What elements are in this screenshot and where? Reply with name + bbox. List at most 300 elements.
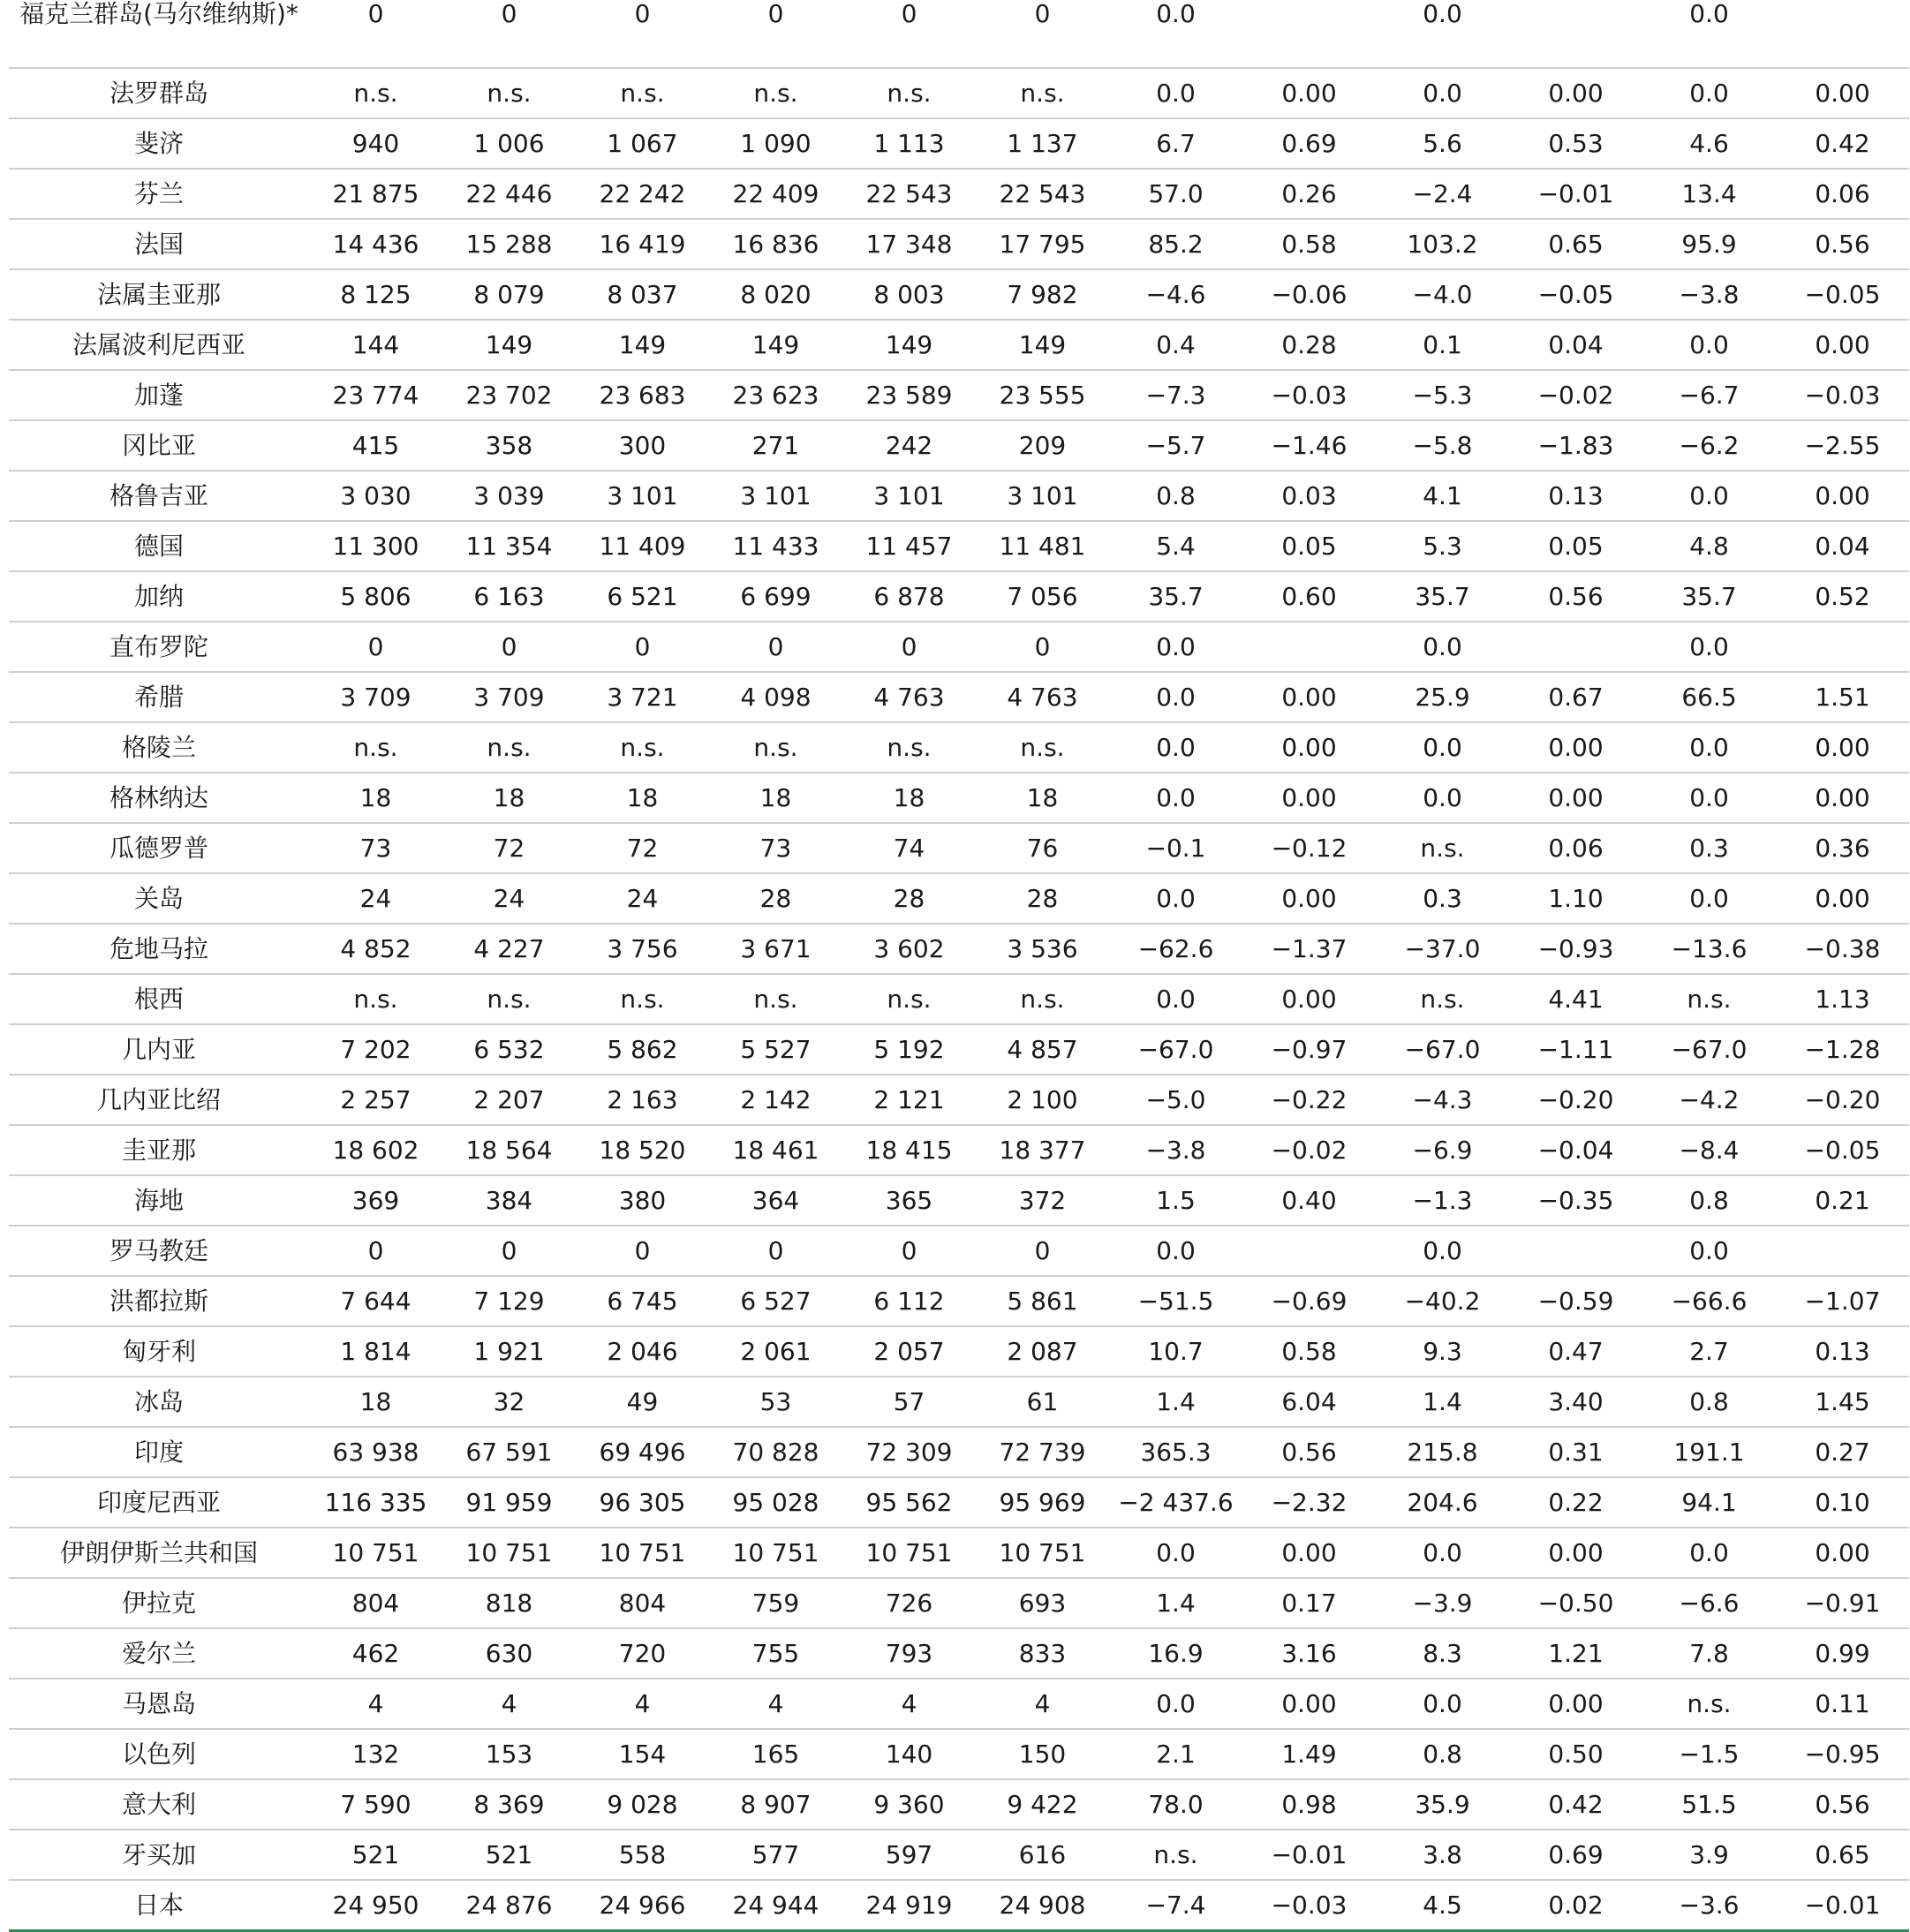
table-row <box>9 672 1909 722</box>
value-cell: n.s. <box>309 68 442 118</box>
value-cell: 0 <box>442 622 576 672</box>
value-cell: 72 <box>442 823 576 873</box>
country-name-cell: 危地马拉 <box>9 924 309 974</box>
value-cell: 72 739 <box>976 1427 1109 1477</box>
value-cell: 28 <box>842 873 976 924</box>
value-cell: 11 354 <box>442 521 576 571</box>
value-cell: −0.03 <box>1776 370 1909 420</box>
value-cell: 63 938 <box>309 1427 442 1477</box>
table-row <box>9 370 1909 420</box>
value-cell: 9 360 <box>842 1779 976 1830</box>
value-cell: 0.0 <box>1376 773 1509 823</box>
value-cell: n.s. <box>576 68 709 118</box>
value-cell: 10 751 <box>442 1528 576 1578</box>
value-cell: 35.7 <box>1642 571 1776 622</box>
value-cell: 103.2 <box>1376 219 1509 269</box>
value-cell: −1.11 <box>1509 1024 1642 1075</box>
value-cell: 18 377 <box>976 1125 1109 1175</box>
value-cell: n.s. <box>1642 974 1776 1024</box>
value-cell: 0 <box>576 622 709 672</box>
value-cell: 3 721 <box>576 672 709 722</box>
value-cell: 9.3 <box>1376 1326 1509 1377</box>
value-cell: 2 121 <box>842 1075 976 1125</box>
value-cell: 1.21 <box>1509 1628 1642 1679</box>
country-name-cell: 直布罗陀 <box>9 622 309 672</box>
value-cell: 521 <box>309 1830 442 1880</box>
table-row <box>9 1880 1909 1931</box>
value-cell: 3 030 <box>309 471 442 521</box>
table-row <box>9 1125 1909 1175</box>
value-cell: 4 227 <box>442 924 576 974</box>
value-cell: 365 <box>842 1175 976 1226</box>
country-name-cell: 瓜德罗普 <box>9 823 309 873</box>
value-cell: 0.0 <box>1109 773 1242 823</box>
table-body <box>9 0 1909 1931</box>
value-cell: 384 <box>442 1175 576 1226</box>
value-cell: 7.8 <box>1642 1628 1776 1679</box>
value-cell: 5 192 <box>842 1024 976 1075</box>
country-name-cell: 法属圭亚那 <box>9 269 309 320</box>
value-cell: 10 751 <box>976 1528 1109 1578</box>
value-cell: 24 <box>442 873 576 924</box>
value-cell: −13.6 <box>1642 924 1776 974</box>
value-cell: 369 <box>309 1175 442 1226</box>
value-cell: −8.4 <box>1642 1125 1776 1175</box>
value-cell: 558 <box>576 1830 709 1880</box>
value-cell: 755 <box>709 1628 842 1679</box>
value-cell: 521 <box>442 1830 576 1880</box>
value-cell: 1.10 <box>1509 873 1642 924</box>
value-cell: 833 <box>976 1628 1109 1679</box>
value-cell: n.s. <box>976 974 1109 1024</box>
value-cell: 0 <box>976 622 1109 672</box>
value-cell: 0 <box>976 1226 1109 1276</box>
value-cell: 4.1 <box>1376 471 1509 521</box>
value-cell: −0.95 <box>1776 1729 1909 1779</box>
value-cell: 0.40 <box>1242 1175 1376 1226</box>
value-cell: 818 <box>442 1578 576 1628</box>
country-name-cell: 匈牙利 <box>9 1326 309 1377</box>
value-cell: 0.42 <box>1776 118 1909 169</box>
table-row <box>9 1377 1909 1427</box>
value-cell: 10 751 <box>842 1528 976 1578</box>
value-cell: 0.1 <box>1376 320 1509 370</box>
value-cell: 18 564 <box>442 1125 576 1175</box>
value-cell: 24 944 <box>709 1880 842 1931</box>
value-cell: 6.7 <box>1109 118 1242 169</box>
value-cell: 3.9 <box>1642 1830 1776 1880</box>
value-cell: 0.3 <box>1376 873 1509 924</box>
value-cell: −37.0 <box>1376 924 1509 974</box>
value-cell: 72 309 <box>842 1427 976 1477</box>
country-name-cell: 伊朗伊斯兰共和国 <box>9 1528 309 1578</box>
value-cell: 0.13 <box>1776 1326 1909 1377</box>
value-cell: 0.8 <box>1376 1729 1509 1779</box>
value-cell: 0 <box>442 0 576 68</box>
value-cell: 49 <box>576 1377 709 1427</box>
value-cell: 0.13 <box>1509 471 1642 521</box>
value-cell: 0.52 <box>1776 571 1909 622</box>
value-cell: 0.0 <box>1109 722 1242 773</box>
value-cell: 3.16 <box>1242 1628 1376 1679</box>
value-cell: 0.02 <box>1509 1880 1642 1931</box>
country-name-cell: 爱尔兰 <box>9 1628 309 1679</box>
value-cell: −0.69 <box>1242 1276 1376 1326</box>
value-cell: 0.00 <box>1242 68 1376 118</box>
value-cell: 7 644 <box>309 1276 442 1326</box>
country-name-cell: 法属波利尼西亚 <box>9 320 309 370</box>
value-cell: 0.0 <box>1376 68 1509 118</box>
value-cell: 630 <box>442 1628 576 1679</box>
value-cell: 597 <box>842 1830 976 1880</box>
country-name-cell: 根西 <box>9 974 309 1024</box>
value-cell: 149 <box>976 320 1109 370</box>
value-cell: 0.0 <box>1109 974 1242 1024</box>
value-cell: 358 <box>442 420 576 471</box>
value-cell: 0.26 <box>1242 169 1376 219</box>
value-cell: −7.3 <box>1109 370 1242 420</box>
value-cell: 940 <box>309 118 442 169</box>
value-cell: 0 <box>709 0 842 68</box>
value-cell: n.s. <box>1376 823 1509 873</box>
value-cell: −67.0 <box>1642 1024 1776 1075</box>
value-cell: 18 <box>576 773 709 823</box>
value-cell: −2 437.6 <box>1109 1477 1242 1528</box>
table-row <box>9 974 1909 1024</box>
value-cell: 5.3 <box>1376 521 1509 571</box>
country-name-cell: 芬兰 <box>9 169 309 219</box>
value-cell: 95.9 <box>1642 219 1776 269</box>
table-row <box>9 1830 1909 1880</box>
value-cell: 0.3 <box>1642 823 1776 873</box>
value-cell: 1 067 <box>576 118 709 169</box>
value-cell: −0.1 <box>1109 823 1242 873</box>
value-cell: 0 <box>442 1226 576 1276</box>
value-cell: 6 878 <box>842 571 976 622</box>
value-cell: 215.8 <box>1376 1427 1509 1477</box>
value-cell: 0.05 <box>1242 521 1376 571</box>
country-name-cell: 冈比亚 <box>9 420 309 471</box>
value-cell: −40.2 <box>1376 1276 1509 1326</box>
value-cell: 0.00 <box>1776 722 1909 773</box>
value-cell: 804 <box>309 1578 442 1628</box>
value-cell: 5.4 <box>1109 521 1242 571</box>
value-cell: 1 137 <box>976 118 1109 169</box>
value-cell: 0.31 <box>1509 1427 1642 1477</box>
value-cell: 9 422 <box>976 1779 1109 1830</box>
value-cell: −0.01 <box>1776 1880 1909 1931</box>
value-cell <box>1776 622 1909 672</box>
value-cell: 242 <box>842 420 976 471</box>
value-cell: 0.69 <box>1509 1830 1642 1880</box>
value-cell: 0.28 <box>1242 320 1376 370</box>
value-cell: −5.3 <box>1376 370 1509 420</box>
value-cell: −4.2 <box>1642 1075 1776 1125</box>
value-cell: 0.06 <box>1509 823 1642 873</box>
country-name-cell: 法国 <box>9 219 309 269</box>
value-cell: 0.47 <box>1509 1326 1642 1377</box>
value-cell: 10 751 <box>309 1528 442 1578</box>
value-cell: 0.99 <box>1776 1628 1909 1679</box>
value-cell: 57 <box>842 1377 976 1427</box>
value-cell: 8 079 <box>442 269 576 320</box>
value-cell: 18 <box>709 773 842 823</box>
value-cell: 6 521 <box>576 571 709 622</box>
value-cell: 149 <box>842 320 976 370</box>
value-cell: −1.28 <box>1776 1024 1909 1075</box>
value-cell: 10 751 <box>709 1528 842 1578</box>
value-cell: 2 061 <box>709 1326 842 1377</box>
value-cell: −6.6 <box>1642 1578 1776 1628</box>
country-name-cell: 马恩岛 <box>9 1679 309 1729</box>
value-cell: 4 <box>576 1679 709 1729</box>
table-row <box>9 169 1909 219</box>
value-cell: 0 <box>709 1226 842 1276</box>
value-cell: 1 006 <box>442 118 576 169</box>
value-cell: 95 562 <box>842 1477 976 1528</box>
value-cell: 95 969 <box>976 1477 1109 1528</box>
value-cell: 13.4 <box>1642 169 1776 219</box>
value-cell: 2 100 <box>976 1075 1109 1125</box>
value-cell <box>1776 1226 1909 1276</box>
value-cell: 18 520 <box>576 1125 709 1175</box>
value-cell: n.s. <box>442 68 576 118</box>
table-row <box>9 521 1909 571</box>
value-cell <box>1509 622 1642 672</box>
value-cell: n.s. <box>442 722 576 773</box>
value-cell: 3 709 <box>309 672 442 722</box>
value-cell: 415 <box>309 420 442 471</box>
value-cell: n.s. <box>1109 1830 1242 1880</box>
value-cell: 0.05 <box>1509 521 1642 571</box>
value-cell: −0.38 <box>1776 924 1909 974</box>
value-cell: 4 <box>842 1679 976 1729</box>
value-cell: n.s. <box>842 974 976 1024</box>
value-cell: 0.00 <box>1776 68 1909 118</box>
table-row <box>9 118 1909 169</box>
value-cell: 8 037 <box>576 269 709 320</box>
value-cell: 0.56 <box>1509 571 1642 622</box>
table-row <box>9 320 1909 370</box>
value-cell: n.s. <box>576 722 709 773</box>
value-cell: n.s. <box>842 68 976 118</box>
value-cell: 0 <box>842 1226 976 1276</box>
value-cell: 5 527 <box>709 1024 842 1075</box>
table-row <box>9 1729 1909 1779</box>
value-cell: −67.0 <box>1109 1024 1242 1075</box>
value-cell: 18 602 <box>309 1125 442 1175</box>
value-cell: 1.4 <box>1376 1377 1509 1427</box>
value-cell: 4.5 <box>1376 1880 1509 1931</box>
value-cell: −2.4 <box>1376 169 1509 219</box>
value-cell: 0.00 <box>1242 672 1376 722</box>
value-cell: −62.6 <box>1109 924 1242 974</box>
value-cell: −0.59 <box>1509 1276 1642 1326</box>
value-cell: 3 039 <box>442 471 576 521</box>
value-cell: 0.8 <box>1642 1377 1776 1427</box>
table-row <box>9 1075 1909 1125</box>
value-cell: −0.05 <box>1776 1125 1909 1175</box>
value-cell: n.s. <box>709 68 842 118</box>
value-cell: 91 959 <box>442 1477 576 1528</box>
value-cell: −0.35 <box>1509 1175 1642 1226</box>
value-cell: 4 <box>442 1679 576 1729</box>
value-cell: 18 <box>442 773 576 823</box>
value-cell: 7 056 <box>976 571 1109 622</box>
value-cell: 3 101 <box>709 471 842 521</box>
country-name-cell: 斐济 <box>9 118 309 169</box>
value-cell: 10 751 <box>576 1528 709 1578</box>
value-cell <box>1776 0 1909 68</box>
value-cell: 23 623 <box>709 370 842 420</box>
value-cell: 0.56 <box>1776 219 1909 269</box>
value-cell: 0.69 <box>1242 118 1376 169</box>
value-cell: 11 433 <box>709 521 842 571</box>
value-cell: 0.00 <box>1509 722 1642 773</box>
value-cell: 0.58 <box>1242 219 1376 269</box>
value-cell: 24 950 <box>309 1880 442 1931</box>
value-cell: 17 348 <box>842 219 976 269</box>
country-name-cell: 伊拉克 <box>9 1578 309 1628</box>
value-cell: 21 875 <box>309 169 442 219</box>
value-cell: 69 496 <box>576 1427 709 1477</box>
table-row <box>9 873 1909 924</box>
value-cell: 2 257 <box>309 1075 442 1125</box>
value-cell: 6 163 <box>442 571 576 622</box>
value-cell: 0.00 <box>1776 773 1909 823</box>
value-cell: −2.55 <box>1776 420 1909 471</box>
value-cell <box>1242 1226 1376 1276</box>
value-cell: −1.37 <box>1242 924 1376 974</box>
value-cell: 0.0 <box>1376 622 1509 672</box>
value-cell: 0.0 <box>1376 1528 1509 1578</box>
value-cell: −3.6 <box>1642 1880 1776 1931</box>
country-name-cell: 希腊 <box>9 672 309 722</box>
forest-area-table <box>9 0 1909 1932</box>
country-name-cell: 几内亚 <box>9 1024 309 1075</box>
table-row <box>9 924 1909 974</box>
value-cell: 0.65 <box>1776 1830 1909 1880</box>
value-cell: 72 <box>576 823 709 873</box>
value-cell: 1.49 <box>1242 1729 1376 1779</box>
value-cell: 73 <box>309 823 442 873</box>
country-name-cell: 圭亚那 <box>9 1125 309 1175</box>
value-cell: 4.8 <box>1642 521 1776 571</box>
value-cell: 3 709 <box>442 672 576 722</box>
value-cell: 35.9 <box>1376 1779 1509 1830</box>
value-cell: 25.9 <box>1376 672 1509 722</box>
value-cell: 16 419 <box>576 219 709 269</box>
value-cell: 4 763 <box>976 672 1109 722</box>
value-cell: 0 <box>309 0 442 68</box>
value-cell: 4 852 <box>309 924 442 974</box>
value-cell: 0.53 <box>1509 118 1642 169</box>
value-cell: −0.97 <box>1242 1024 1376 1075</box>
value-cell: 0.0 <box>1642 0 1776 68</box>
value-cell: −0.04 <box>1509 1125 1642 1175</box>
value-cell: 18 <box>309 773 442 823</box>
table-row <box>9 722 1909 773</box>
value-cell: 0 <box>576 0 709 68</box>
table-row <box>9 1779 1909 1830</box>
value-cell: 149 <box>576 320 709 370</box>
value-cell: 4 098 <box>709 672 842 722</box>
value-cell: −67.0 <box>1376 1024 1509 1075</box>
value-cell: 24 908 <box>976 1880 1109 1931</box>
value-cell: 7 590 <box>309 1779 442 1830</box>
value-cell: 18 461 <box>709 1125 842 1175</box>
value-cell: 0.22 <box>1509 1477 1642 1528</box>
value-cell: 8 369 <box>442 1779 576 1830</box>
value-cell: 51.5 <box>1642 1779 1776 1830</box>
value-cell: 0.0 <box>1642 873 1776 924</box>
value-cell: 726 <box>842 1578 976 1628</box>
value-cell: −0.20 <box>1776 1075 1909 1125</box>
value-cell: −5.8 <box>1376 420 1509 471</box>
value-cell: 0.98 <box>1242 1779 1376 1830</box>
value-cell: −4.3 <box>1376 1075 1509 1125</box>
country-name-cell: 洪都拉斯 <box>9 1276 309 1326</box>
value-cell: 0.27 <box>1776 1427 1909 1477</box>
value-cell: 15 288 <box>442 219 576 269</box>
value-cell: 5 806 <box>309 571 442 622</box>
value-cell: 0.0 <box>1642 471 1776 521</box>
value-cell: −7.4 <box>1109 1880 1242 1931</box>
value-cell: 96 305 <box>576 1477 709 1528</box>
value-cell: 8 125 <box>309 269 442 320</box>
value-cell: n.s. <box>1376 974 1509 1024</box>
value-cell: 4 857 <box>976 1024 1109 1075</box>
value-cell: 11 300 <box>309 521 442 571</box>
country-name-cell: 德国 <box>9 521 309 571</box>
value-cell: 1.45 <box>1776 1377 1909 1427</box>
value-cell: 74 <box>842 823 976 873</box>
country-name-cell: 日本 <box>9 1880 309 1931</box>
value-cell: −0.05 <box>1509 269 1642 320</box>
value-cell: 8 003 <box>842 269 976 320</box>
value-cell: 35.7 <box>1376 571 1509 622</box>
value-cell: 0.00 <box>1509 68 1642 118</box>
value-cell: 6.04 <box>1242 1377 1376 1427</box>
value-cell: −3.8 <box>1109 1125 1242 1175</box>
value-cell: 4 <box>309 1679 442 1729</box>
value-cell: −1.3 <box>1376 1175 1509 1226</box>
table-row <box>9 823 1909 873</box>
value-cell: 6 532 <box>442 1024 576 1075</box>
value-cell: 0.42 <box>1509 1779 1642 1830</box>
value-cell: 0.00 <box>1509 1528 1642 1578</box>
value-cell: 17 795 <box>976 219 1109 269</box>
value-cell: 0.0 <box>1376 1226 1509 1276</box>
value-cell <box>1242 622 1376 672</box>
value-cell: 67 591 <box>442 1427 576 1477</box>
value-cell: 0.50 <box>1509 1729 1642 1779</box>
value-cell: 24 919 <box>842 1880 976 1931</box>
value-cell: 0.0 <box>1642 622 1776 672</box>
value-cell: −3.9 <box>1376 1578 1509 1628</box>
table-row <box>9 571 1909 622</box>
value-cell: 22 409 <box>709 169 842 219</box>
value-cell: −0.01 <box>1242 1830 1376 1880</box>
value-cell: 0.0 <box>1109 1528 1242 1578</box>
value-cell: 0.0 <box>1642 68 1776 118</box>
value-cell: 0.0 <box>1109 1679 1242 1729</box>
value-cell: −66.6 <box>1642 1276 1776 1326</box>
value-cell: 462 <box>309 1628 442 1679</box>
value-cell: 32 <box>442 1377 576 1427</box>
value-cell: 28 <box>976 873 1109 924</box>
table-row <box>9 1679 1909 1729</box>
